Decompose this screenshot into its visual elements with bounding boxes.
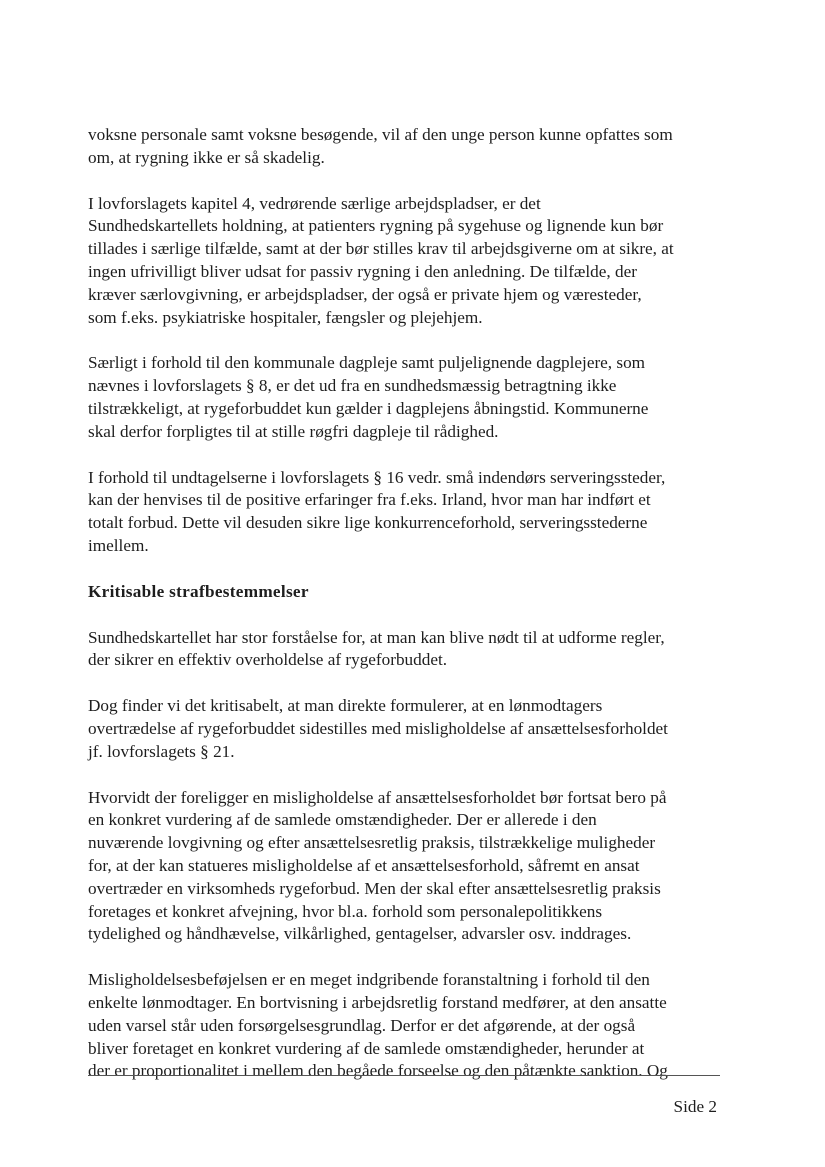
text-line: I lovforslagets kapitel 4, vedrørende særlige arbejdspladser, er det — [88, 193, 541, 213]
paragraph — [88, 695, 728, 763]
text-line: tillades i særlige tilfælde, samt at der bør stilles krav til arbejdsgiverne om at sikre, at — [88, 239, 674, 259]
text-line: uden varsel står uden forsørgelsesgrundlag. Derfor er det afgørende, at der også — [88, 1015, 636, 1035]
text-line: tydelighed og håndhævelse, vilkårlighed, gentagelser, advarsler osv. inddrages. — [88, 924, 632, 944]
text-line: nævnes i lovforslagets § 8, er det ud fra en sundhedsmæssig betragtning ikke — [88, 376, 617, 396]
text-line: om, at rygning ikke er så skadelig. — [88, 147, 325, 167]
text-line: ingen ufrivilligt bliver udsat for passiv rygning i den anledning. De tilfælde, der — [88, 261, 637, 281]
text-line: en konkret vurdering af de samlede omstændigheder. Der er allerede i den — [88, 810, 597, 830]
paragraph — [88, 352, 728, 443]
text-line: Sundhedskartellet har stor forståelse for, at man kan blive nødt til at udforme regler, — [88, 627, 665, 647]
text-line: voksne personale samt voksne besøgende, vil af den unge person kunne opfattes som — [88, 125, 673, 144]
text-line: skal derfor forpligtes til at stille røgfri dagpleje til rådighed. — [88, 421, 499, 441]
text-line: Dog finder vi det kritisabelt, at man direkte formulerer, at en lønmodtagers — [88, 696, 603, 716]
text-line: overtræder en virksomheds rygeforbud. Men der skal efter ansættelsesretlig praksis — [88, 878, 661, 898]
paragraph — [88, 124, 728, 170]
text-line: nuværende lovgivning og efter ansættelsesretlig praksis, tilstrækkelige muligheder — [88, 833, 656, 853]
text-line: imellem. — [88, 535, 149, 555]
text-line: Misligholdelsesbeføjelsen er en meget indgribende foranstaltning i forhold til den — [88, 970, 650, 990]
text-line: kræver særlovgivning, er arbejdspladser, der også er private hjem og væresteder, — [88, 284, 642, 304]
text-line: totalt forbud. Dette vil desuden sikre lige konkurrenceforhold, serveringsstederne — [88, 513, 648, 533]
paragraph — [88, 627, 728, 673]
text-line: kan der henvises til de positive erfaringer fra f.eks. Irland, hvor man har indført et — [88, 490, 651, 510]
text-line: bliver foretaget en konkret vurdering af de samlede omstændigheder, herunder at — [88, 1038, 645, 1058]
section-heading: Kritisable strafbestemmelser — [88, 581, 309, 601]
text-line: I forhold til undtagelserne i lovforslagets § 16 vedr. små indendørs serveringssteder, — [88, 467, 666, 487]
text-line: Særligt i forhold til den kommunale dagpleje samt puljelignende dagplejere, som — [88, 353, 646, 373]
paragraph — [88, 969, 728, 1083]
text-line: enkelte lønmodtager. En bortvisning i arbejdsretlig forstand medfører, at den ansatte — [88, 992, 667, 1012]
page-number: Side 2 — [673, 1097, 717, 1116]
text-line: overtrædelse af rygeforbuddet sidestilles med misligholdelse af ansættelsesforholdet — [88, 718, 668, 738]
document-body — [88, 124, 728, 1083]
text-line: der sikrer en effektiv overholdelse af rygeforbuddet. — [88, 650, 448, 670]
text-line: for, at der kan statueres misligholdelse af et ansættelsesforhold, såfremt en ansat — [88, 855, 640, 875]
text-line: jf. lovforslagets § 21. — [88, 741, 235, 761]
text-line: Sundhedskartellets holdning, at patienters rygning på sygehuse og lignende kun bør — [88, 216, 664, 236]
paragraph — [88, 193, 728, 330]
footer-divider — [88, 1075, 720, 1076]
paragraph — [88, 467, 728, 558]
text-line: Hvorvidt der foreligger en misligholdelse af ansættelsesforholdet bør fortsat bero på — [88, 787, 667, 807]
paragraph — [88, 787, 728, 947]
text-line: foretages et konkret afvejning, hvor bl.a. forhold som personalepolitikkens — [88, 901, 603, 921]
text-line: tilstrækkeligt, at rygeforbuddet kun gælder i dagplejens åbningstid. Kommunerne — [88, 398, 649, 418]
text-line: som f.eks. psykiatriske hospitaler, fængsler og plejehjem. — [88, 307, 483, 327]
text-line: der er proportionalitet i mellem den begåede forseelse og den påtænkte sanktion. Og — [88, 1061, 668, 1081]
